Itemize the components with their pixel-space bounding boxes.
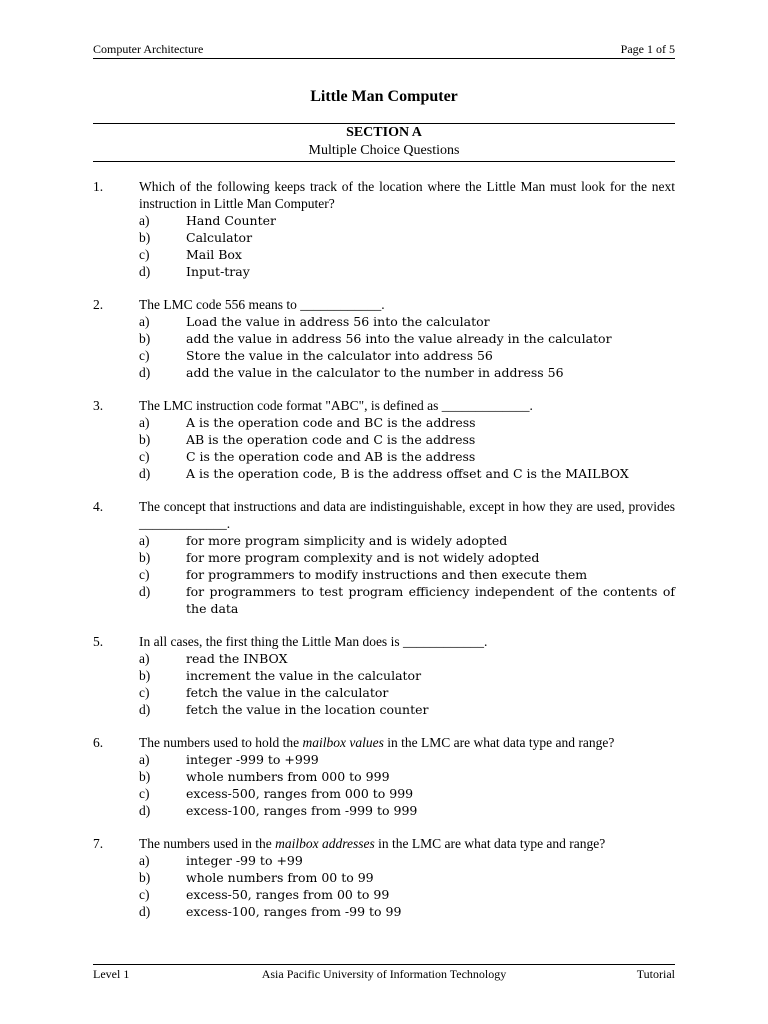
question-number: 6. xyxy=(93,735,104,750)
stem-emphasis: mailbox addresses xyxy=(275,836,375,851)
footer-level: Level 1 xyxy=(93,967,130,981)
section-top-rule xyxy=(93,123,675,124)
option-d xyxy=(139,802,675,819)
option-letter: d) xyxy=(139,584,151,599)
question-number: 4. xyxy=(93,499,104,514)
question-stem: In all cases, the first thing the Little Man does is ____________. xyxy=(139,634,488,649)
option-a xyxy=(139,751,675,768)
option-a xyxy=(139,532,675,549)
option-letter: a) xyxy=(139,213,150,228)
option-b xyxy=(139,431,675,448)
option-letter: d) xyxy=(139,264,151,279)
document-title: Little Man Computer xyxy=(310,88,458,105)
option-text: excess-100, ranges from -99 to 99 xyxy=(186,904,402,919)
section-bottom-rule xyxy=(93,161,675,162)
option-letter: d) xyxy=(139,702,151,717)
question-stem: The concept that instructions and data are indistinguishable, except in how they are used, provides _____________. xyxy=(139,499,675,531)
option-b xyxy=(139,869,675,886)
option-text: fetch the value in the location counter xyxy=(186,702,429,717)
stem-text: in the LMC are what data type and range? xyxy=(383,735,615,750)
option-text: read the INBOX xyxy=(186,651,288,666)
question-4 xyxy=(93,498,675,617)
option-letter: a) xyxy=(139,651,150,666)
option-text: Store the value in the calculator into address 56 xyxy=(186,348,493,363)
stem-emphasis: mailbox values xyxy=(302,735,384,750)
question-number: 5. xyxy=(93,634,104,649)
option-a xyxy=(139,852,675,869)
question-number: 7. xyxy=(93,836,104,851)
option-d xyxy=(139,903,675,920)
option-letter: b) xyxy=(139,432,151,447)
question-number: 3. xyxy=(93,398,104,413)
option-letter: d) xyxy=(139,365,151,380)
stem-text: The numbers used to hold the xyxy=(139,735,303,750)
course-name: Computer Architecture xyxy=(93,42,204,56)
question-number: 2. xyxy=(93,297,104,312)
section-subtitle: Multiple Choice Questions xyxy=(308,143,460,158)
option-b xyxy=(139,667,675,684)
option-text: for more program complexity and is not widely adopted xyxy=(186,550,540,565)
option-letter: d) xyxy=(139,803,151,818)
option-letter: c) xyxy=(139,887,150,902)
option-c xyxy=(139,684,675,701)
option-a xyxy=(139,650,675,667)
option-a xyxy=(139,212,675,229)
option-letter: d) xyxy=(139,904,151,919)
option-a xyxy=(139,313,675,330)
section-label: SECTION A xyxy=(346,125,422,140)
option-text: for programmers to modify instructions and then execute them xyxy=(186,567,588,582)
footer-institution: Asia Pacific University of Information Technology xyxy=(261,967,507,981)
option-letter: b) xyxy=(139,331,151,346)
page-number: Page 1 of 5 xyxy=(620,42,675,56)
option-text: A is the operation code, B is the address offset and C is the MAILBOX xyxy=(186,466,629,481)
option-c xyxy=(139,886,675,903)
option-text: A is the operation code and BC is the address xyxy=(186,415,476,430)
option-letter: b) xyxy=(139,230,151,245)
option-d xyxy=(139,701,675,718)
option-d xyxy=(139,583,675,617)
option-letter: c) xyxy=(139,247,150,262)
question-2 xyxy=(93,296,675,381)
option-letter: c) xyxy=(139,348,150,363)
option-text: increment the value in the calculator xyxy=(186,668,422,683)
option-text: excess-500, ranges from 000 to 999 xyxy=(186,786,414,801)
option-letter: b) xyxy=(139,550,151,565)
option-text: Input-tray xyxy=(186,264,250,279)
option-text: integer -999 to +999 xyxy=(186,752,319,767)
question-stem: The LMC instruction code format "ABC", is defined as _____________. xyxy=(139,398,533,413)
option-text: whole numbers from 00 to 99 xyxy=(186,870,374,885)
option-letter: a) xyxy=(139,533,150,548)
option-b xyxy=(139,768,675,785)
question-5 xyxy=(93,633,675,718)
option-b xyxy=(139,229,675,246)
option-letter: d) xyxy=(139,466,151,481)
option-letter: b) xyxy=(139,870,151,885)
option-letter: c) xyxy=(139,685,150,700)
option-text: Load the value in address 56 into the calculator xyxy=(186,314,490,329)
question-stem xyxy=(139,835,675,852)
footer-type: Tutorial xyxy=(636,967,675,981)
option-letter: a) xyxy=(139,415,150,430)
option-text: excess-50, ranges from 00 to 99 xyxy=(186,887,390,902)
question-1 xyxy=(93,178,675,280)
option-letter: b) xyxy=(139,668,151,683)
question-3 xyxy=(93,397,675,482)
option-text: add the value in the calculator to the number in address 56 xyxy=(186,365,564,380)
option-c xyxy=(139,448,675,465)
option-text: integer -99 to +99 xyxy=(186,853,303,868)
option-letter: c) xyxy=(139,449,150,464)
option-text: whole numbers from 000 to 999 xyxy=(186,769,390,784)
stem-text: in the LMC are what data type and range? xyxy=(374,836,606,851)
option-c xyxy=(139,566,675,583)
option-text: Mail Box xyxy=(186,247,242,262)
question-number: 1. xyxy=(93,179,104,194)
option-c xyxy=(139,785,675,802)
option-letter: a) xyxy=(139,752,150,767)
option-letter: c) xyxy=(139,567,150,582)
option-text: Calculator xyxy=(186,230,253,245)
option-c xyxy=(139,347,675,364)
option-c xyxy=(139,246,675,263)
option-text: fetch the value in the calculator xyxy=(186,685,389,700)
option-d xyxy=(139,263,675,280)
question-7 xyxy=(93,835,675,920)
option-letter: c) xyxy=(139,786,150,801)
option-d xyxy=(139,364,675,381)
option-text: for more program simplicity and is widely adopted xyxy=(186,533,508,548)
page-header xyxy=(93,42,675,59)
option-b xyxy=(139,330,675,347)
option-text: C is the operation code and AB is the address xyxy=(186,449,476,464)
option-a xyxy=(139,414,675,431)
question-list xyxy=(93,178,675,936)
option-letter: a) xyxy=(139,314,150,329)
option-text: excess-100, ranges from -999 to 999 xyxy=(186,803,418,818)
question-stem xyxy=(139,734,675,751)
question-6 xyxy=(93,734,675,819)
option-text: for programmers to test program efficiency independent of the contents of the data xyxy=(186,584,675,616)
question-stem: The LMC code 556 means to ____________. xyxy=(139,297,385,312)
option-text: add the value in address 56 into the value already in the calculator xyxy=(186,331,612,346)
page-footer xyxy=(93,964,675,983)
question-stem: Which of the following keeps track of the location where the Little Man must look for the next instruction in Little Man Computer? xyxy=(139,179,675,211)
option-letter: a) xyxy=(139,853,150,868)
option-d xyxy=(139,465,675,482)
option-text: AB is the operation code and C is the address xyxy=(186,432,476,447)
stem-text: The numbers used in the xyxy=(139,836,276,851)
option-text: Hand Counter xyxy=(186,213,276,228)
option-b xyxy=(139,549,675,566)
option-letter: b) xyxy=(139,769,151,784)
